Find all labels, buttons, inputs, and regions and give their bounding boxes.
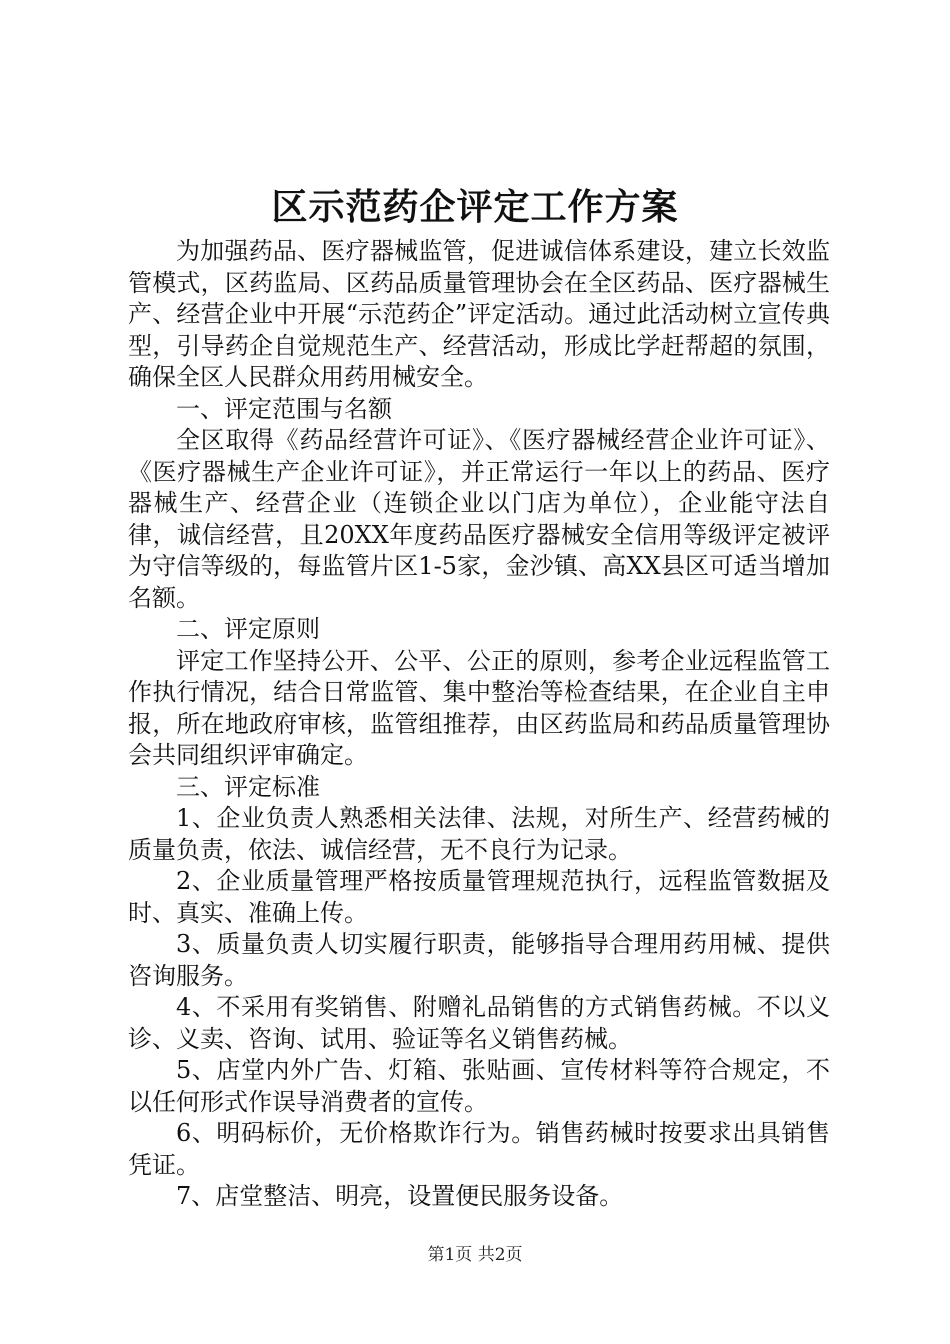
standard-item-5: 5、店堂内外广告、灯箱、张贴画、宣传材料等符合规定，不以任何形式作误导消费者的宣传。 xyxy=(128,1056,830,1116)
principle-paragraph: 评定工作坚持公开、公平、公正的原则，参考企业远程监管工作执行情况，结合日常监管、集中整治等检查结果，在企业自主申报，所在地政府审核，监管组推荐，由区药监局和药品质量管理协会共同组织评审确定。 xyxy=(128,646,830,769)
scope-paragraph: 全区取得《药品经营许可证》、《医疗器械经营企业许可证》、《医疗器械生产企业许可证》，并正常运行一年以上的药品、医疗器械生产、经营企业（连锁企业以门店为单位），企业能守法自律，诚信经营，且20XX年度药品医疗器械安全信用等级评定被评为守信等级的，每监管片区1-5家，金沙镇、高XX县区可适当增加名额。 xyxy=(128,426,830,612)
section-heading-scope: 一、评定范围与名额 xyxy=(176,394,392,423)
standard-item-7: 7、店堂整洁、明亮，设置便民服务设备。 xyxy=(176,1182,624,1210)
standard-item-2: 2、企业质量管理严格按质量管理规范执行，远程监管数据及时、真实、准确上传。 xyxy=(128,867,830,927)
standard-item-6: 6、明码标价，无价格欺诈行为。销售药械时按要求出具销售凭证。 xyxy=(128,1119,830,1179)
standard-item-3: 3、质量负责人切实履行职责，能够指导合理用药用械、提供咨询服务。 xyxy=(128,930,830,990)
page-footer: 第1页 共2页 xyxy=(427,1245,523,1265)
intro-paragraph: 为加强药品、医疗器械监管，促进诚信体系建设，建立长效监管模式，区药监局、区药品质量管理协会在全区药品、医疗器械生产、经营企业中开展“示范药企”评定活动。通过此活动树立宣传典型，引导药企自觉规范生产、经营活动，形成比学赶帮超的氛围，确保全区人民群众用药用械安全。 xyxy=(128,237,830,391)
standard-item-4: 4、不采用有奖销售、附赠礼品销售的方式销售药械。不以义诊、义卖、咨询、试用、验证等名义销售药械。 xyxy=(128,993,830,1053)
document-title: 区示范药企评定工作方案 xyxy=(271,186,679,228)
standard-item-1: 1、企业负责人熟悉相关法律、法规，对所生产、经营药械的质量负责，依法、诚信经营，无不良行为记录。 xyxy=(128,804,830,864)
section-heading-principle: 二、评定原则 xyxy=(176,615,320,643)
section-heading-standard: 三、评定标准 xyxy=(176,772,320,801)
document-body xyxy=(128,236,830,1213)
